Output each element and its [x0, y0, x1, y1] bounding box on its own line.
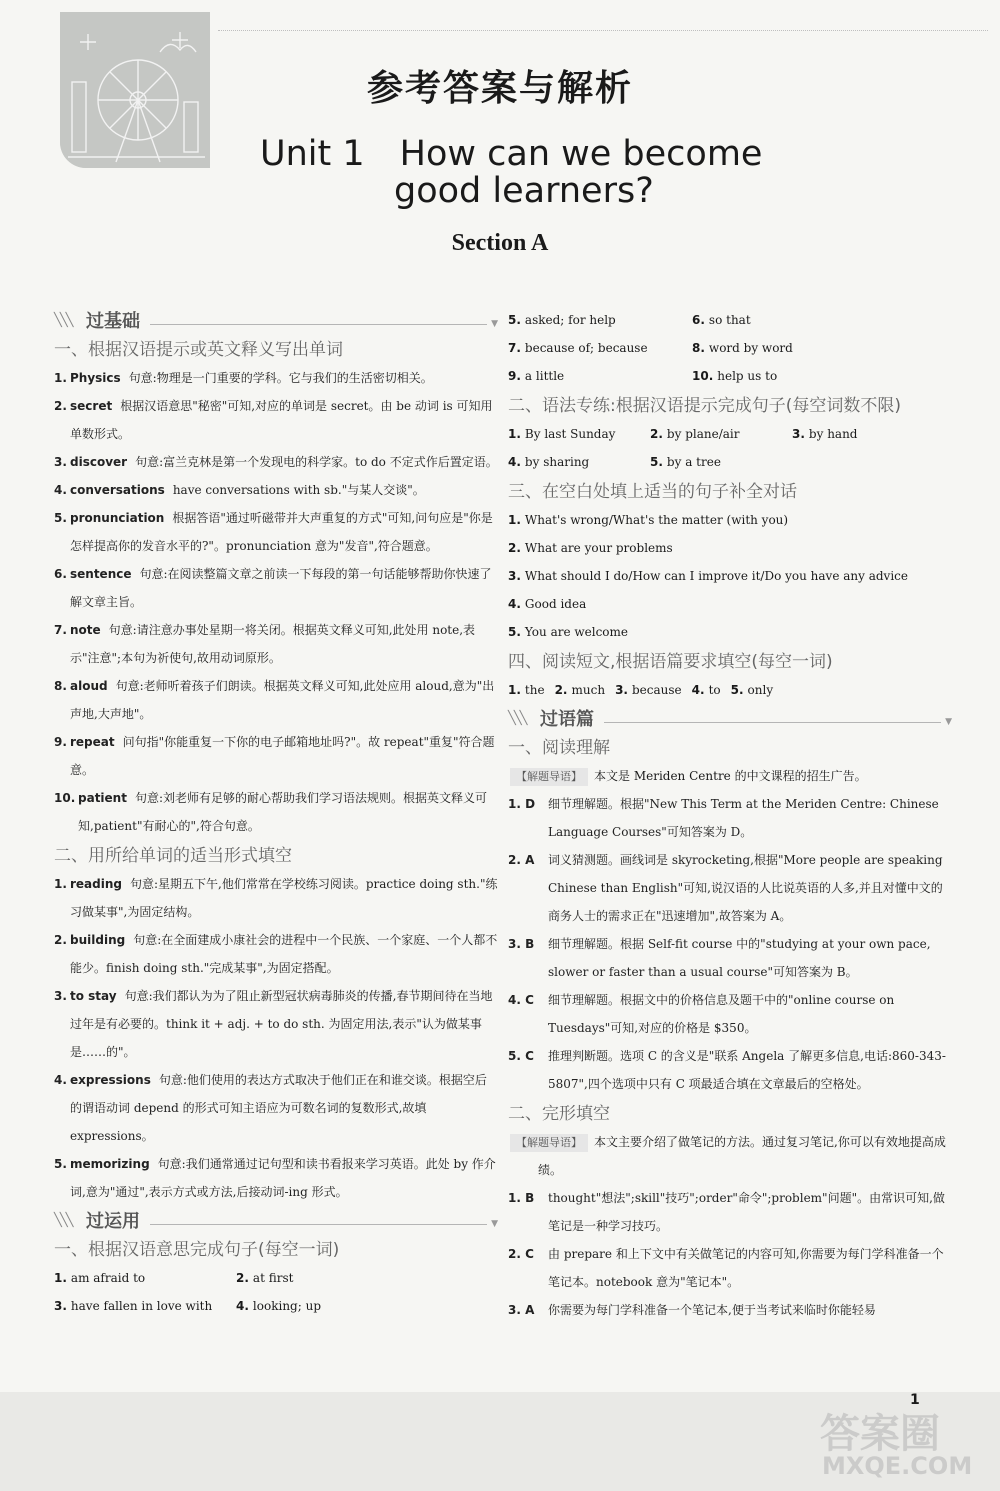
explanation-text: 句意:物理是一门重要的学科。它与我们的生活密切相关。: [128, 371, 433, 385]
answer-row: [54, 1292, 498, 1320]
explanation-text: 细节理解题。根据"New This Term at the Meriden Centre: Chinese Language Courses"可知答案为 D。: [548, 797, 939, 839]
answer-list: [508, 1184, 952, 1324]
cloze-guide: 【解题导语】 本文主要介绍了做笔记的方法。通过复习笔记,你可以有效地提高成绩。: [508, 1128, 952, 1184]
answer-cell: 2. by plane/air: [650, 427, 740, 441]
answer-cell: 5. asked; for help: [508, 313, 616, 327]
exercise-heading: 二、用所给单词的适当形式填空: [54, 846, 292, 866]
triangle-icon: ▼: [491, 319, 498, 329]
guide-tag: 【解题导语】: [510, 768, 588, 786]
item-number: 1. D: [508, 797, 536, 811]
answer-item: [54, 672, 498, 728]
item-number: 2.: [54, 933, 67, 947]
answer-cell: 4. looking; up: [236, 1299, 321, 1313]
answer-cell: 7. because of; because: [508, 341, 648, 355]
answer-cell: 3. because: [615, 683, 682, 697]
explanation-text: 句意:他们使用的表达方式取决于他们正在和谁交谈。根据空后的谓语动词 depend 的形式可知主语应为可数名词的复数形式,故填 expressions。: [70, 1073, 487, 1143]
answer-item: [54, 616, 498, 672]
answer-text: aloud: [70, 679, 108, 693]
answer-cell: 6. so that: [692, 313, 751, 327]
explanation-text: 句意:我们都认为为了阻止新型冠状病毒肺炎的传播,春节期间待在当地过年是有必要的。think it + adj. + to do sth. 为固定用法,表示"认为做某事是……的"。: [70, 989, 493, 1059]
explanation-text: have conversations with sb."与某人交谈"。: [172, 483, 425, 497]
answer-item: [508, 1184, 952, 1240]
page-title: 参考答案与解析: [366, 68, 633, 109]
section-title: Section A: [451, 230, 549, 256]
answer-cell: 3. have fallen in love with: [54, 1299, 213, 1313]
answer-item: [54, 504, 498, 560]
item-number: 9.: [54, 735, 67, 749]
item-number: 10.: [54, 791, 76, 805]
exercise-list: [54, 364, 498, 840]
item-number: 8.: [54, 679, 67, 693]
answer-list: [508, 790, 952, 1098]
triangle-icon: ▼: [491, 1219, 498, 1229]
answer-row: [508, 676, 952, 704]
answer-text: Physics: [70, 371, 121, 385]
watermark-logo: 答案圈: [820, 1411, 940, 1457]
item-number: 3.: [54, 455, 67, 469]
item-number: 5. C: [508, 1049, 534, 1063]
item-number: 1. B: [508, 1191, 535, 1205]
answer-item: [54, 728, 498, 784]
answer-item: [54, 364, 498, 392]
answer-item: [54, 926, 498, 982]
answer-item: [508, 790, 952, 846]
explanation-text: 句意:在阅读整篇文章之前读一下每段的第一句话能够帮助你快速了解文章主旨。: [70, 567, 492, 609]
page-number: 1: [910, 1392, 920, 1408]
exercise-heading: 二、语法专练:根据汉语提示完成句子(每空词数不限): [508, 396, 901, 416]
answer-item: 5. You are welcome: [508, 625, 629, 639]
answer-row: [508, 334, 952, 362]
answer-list: [508, 506, 952, 646]
answer-grid: [508, 420, 952, 476]
top-dotted-rule: [218, 30, 988, 31]
explanation-text: 细节理解题。根据 Self-fit course 中的"studying at your own pace, slower or faster than a usual course"可知答案为 B。: [548, 937, 931, 979]
triangle-icon: ▼: [945, 717, 952, 727]
unit-title-line2: good learners?: [394, 171, 654, 211]
answer-item: [54, 1066, 498, 1150]
answer-item: [508, 930, 952, 986]
pen-mark-icon: ╲╲╲: [54, 1212, 72, 1228]
exercise-heading: 三、在空白处填上适当的句子补全对话: [508, 482, 797, 502]
answer-item: [508, 846, 952, 930]
left-column: [54, 306, 498, 1320]
explanation-text: 句意:老师听着孩子们朗读。根据英文释义可知,此处应用 aloud,意为"出声地,大声地"。: [70, 679, 495, 721]
answer-item: [54, 560, 498, 616]
answer-text: patient: [78, 791, 127, 805]
answer-cell: 2. at first: [236, 1271, 294, 1285]
explanation-text: 由 prepare 和上下文中有关做笔记的内容可知,你需要为每门学科准备一个笔记本。notebook 意为"笔记本"。: [548, 1247, 944, 1289]
item-number: 3. B: [508, 937, 535, 951]
answer-cell: 4. to: [691, 683, 721, 697]
answer-item: 4. Good idea: [508, 597, 587, 611]
answer-row: [54, 1264, 498, 1292]
answer-text: reading: [70, 877, 122, 891]
exercise-heading: 一、根据汉语意思完成句子(每空一词): [54, 1240, 340, 1260]
answer-cell: 4. by sharing: [508, 455, 590, 469]
answer-cell: 1. the: [508, 683, 545, 697]
explanation-text: 词义猜测题。画线词是 skyrocketing,根据"More people are speaking Chinese than English"可知,说汉语的人比说英语的人多,并且对懂中文的商务人士的需求正在"迅速增加",故答案为 A。: [548, 853, 943, 923]
explanation-text: 你需要为每门学科准备一个笔记本,便于当考试来临时你能轻易: [548, 1303, 876, 1317]
explanation-text: 句意:星期五下午,他们常常在学校练习阅读。practice doing sth."练习做某事",为固定结构。: [70, 877, 498, 919]
item-number: 3. A: [508, 1303, 535, 1317]
guide-tag: 【解题导语】: [510, 1134, 588, 1152]
answer-cell: 3. by hand: [792, 427, 858, 441]
answer-item: [54, 784, 498, 840]
answer-cell: 1. am afraid to: [54, 1271, 146, 1285]
item-number: 5.: [54, 511, 67, 525]
explanation-text: thought"想法";skill"技巧";order"命令";problem"问题"。由常识可知,做笔记是一种学习技巧。: [548, 1191, 945, 1233]
exercise-heading: 二、完形填空: [508, 1104, 610, 1124]
item-number: 7.: [54, 623, 67, 637]
explanation-text: 根据汉语意思"秘密"可知,对应的单词是 secret。由 be 动词 is 可知用单数形式。: [70, 399, 493, 441]
explanation-text: 句意:刘老师有足够的耐心帮助我们学习语法规则。根据英文释义可知,patient"有耐心的",符合句意。: [78, 791, 488, 833]
answer-item: [508, 1296, 952, 1324]
watermark-url: MXQE.COM: [822, 1452, 973, 1480]
answer-row: [508, 448, 952, 476]
pen-mark-icon: ╲╲╲: [54, 312, 72, 328]
answer-item: [54, 1150, 498, 1206]
item-number: 2. A: [508, 853, 535, 867]
reading-guide: 【解题导语】 本文是 Meriden Centre 的中文课程的招生广告。: [508, 762, 952, 790]
answer-cell: 2. much: [554, 683, 606, 697]
answer-text: expressions: [70, 1073, 151, 1087]
item-number: 3.: [54, 989, 67, 1003]
answer-text: sentence: [70, 567, 132, 581]
unit-title: Unit 1 How can we become: [260, 134, 763, 174]
item-number: 4.: [54, 1073, 67, 1087]
answer-text: building: [70, 933, 126, 947]
answer-row: [508, 362, 952, 390]
answer-item: [54, 392, 498, 448]
answer-text: to stay: [70, 989, 117, 1003]
pen-mark-icon: ╲╲╲: [508, 710, 526, 726]
explanation-text: 根据答语"通过听磁带并大声重复的方式"可知,问句应是"你是怎样提高你的发音水平的?"。pronunciation 意为"发音",符合题意。: [70, 511, 493, 553]
answer-item: [54, 982, 498, 1066]
answer-cell: 1. By last Sunday: [508, 427, 616, 441]
explanation-text: 句意:我们通常通过记句型和读书看报来学习英语。此处 by 作介词,意为"通过",表示方式或方法,后接动词-ing 形式。: [70, 1157, 496, 1199]
explanation-text: 句意:请注意办事处星期一将关闭。根据英文释义可知,此处用 note,表示"注意";本句为祈使句,故用动词原形。: [70, 623, 476, 665]
explanation-text: 推理判断题。选项 C 的含义是"联系 Angela 了解更多信息,电话:860-343-5807",四个选项中只有 C 项最适合填在文章最后的空格处。: [548, 1049, 946, 1091]
answer-text: note: [70, 623, 101, 637]
item-number: 6.: [54, 567, 67, 581]
item-number: 4.: [54, 483, 67, 497]
answer-text: memorizing: [70, 1157, 150, 1171]
explanation-text: 问句指"你能重复一下你的电子邮箱地址吗?"。故 repeat"重复"符合题意。: [70, 735, 495, 777]
answer-cell: 5. only: [730, 683, 774, 697]
exercise-heading: 一、阅读理解: [508, 738, 610, 758]
answer-item: [508, 1042, 952, 1098]
item-number: 1.: [54, 877, 67, 891]
part-header-passages: ╲╲╲ 过语篇 ▼: [508, 709, 952, 730]
answer-text: discover: [70, 455, 128, 469]
answer-item: [54, 476, 498, 504]
answer-cell: 10. help us to: [692, 369, 778, 383]
item-number: 1.: [54, 371, 67, 385]
answer-text: conversations: [70, 483, 165, 497]
explanation-text: 句意:在全面建成小康社会的进程中一个民族、一个家庭、一个人都不能少。finish doing sth."完成某事",为固定搭配。: [70, 933, 498, 975]
part-header-usage: ╲╲╲ 过运用 ▼: [54, 1211, 498, 1232]
exercise-list: [54, 870, 498, 1206]
answer-cell: 5. by a tree: [650, 455, 721, 469]
item-number: 4. C: [508, 993, 534, 1007]
answer-row: [508, 306, 952, 334]
answer-item: [508, 1240, 952, 1296]
exercise-heading: 一、根据汉语提示或英文释义写出单词: [54, 340, 343, 360]
answer-item: [54, 870, 498, 926]
answer-text: pronunciation: [70, 511, 165, 525]
item-number: 5.: [54, 1157, 67, 1171]
answer-item: 3. What should I do/How can I improve it/Do you have any advice: [508, 569, 908, 583]
answer-text: repeat: [70, 735, 115, 749]
answer-item: 1. What's wrong/What's the matter (with you): [508, 513, 789, 527]
explanation-text: 细节理解题。根据文中的价格信息及题干中的"online course on Tuesdays"可知,对应的价格是 $350。: [548, 993, 895, 1035]
explanation-text: 句意:富兰克林是第一个发现电的科学家。to do 不定式作后置定语。: [135, 455, 498, 469]
item-number: 2.: [54, 399, 67, 413]
part-header-basics: ╲╲╲ 过基础 ▼: [54, 311, 498, 332]
answer-item: [508, 986, 952, 1042]
answer-grid: [508, 306, 952, 390]
answer-cell: 8. word by word: [692, 341, 793, 355]
item-number: 2. C: [508, 1247, 534, 1261]
answer-text: secret: [70, 399, 113, 413]
answer-item: 2. What are your problems: [508, 541, 673, 555]
right-column: [508, 306, 952, 1324]
answer-row: [508, 420, 952, 448]
exercise-heading: 四、阅读短文,根据语篇要求填空(每空一词): [508, 652, 833, 672]
answer-item: [54, 448, 498, 476]
answer-cell: 9. a little: [508, 369, 565, 383]
